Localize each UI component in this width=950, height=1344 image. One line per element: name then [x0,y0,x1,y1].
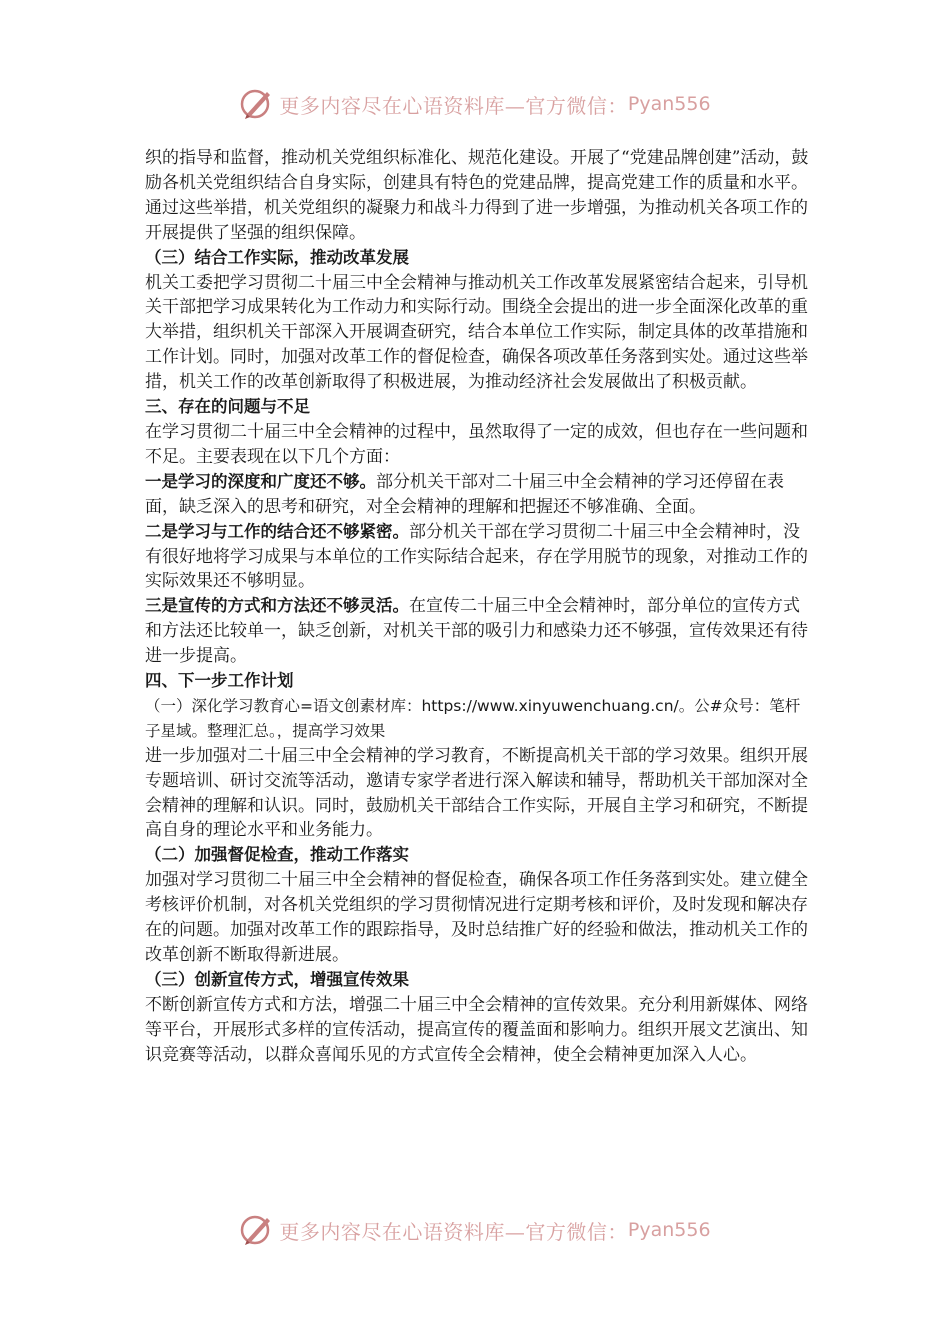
section-heading: 四、下一步工作计划 [145,671,294,691]
pen-logo-icon [239,86,275,122]
paragraph [145,520,815,595]
promo-line: （一）深化学习教育心=语文创素材库：https://www.xinyuwenchuang.cn/。公#众号：笔杆子星域。整理汇总。，提高学习效果 [145,696,801,740]
bold-lead: 二是学习与工作的结合还不够紧密。 [145,521,409,541]
paragraph [145,594,815,669]
paragraph: 织的指导和监督，推动机关党组织标准化、规范化建设。开展了“党建品牌创建”活动，鼓励各机关党组织结合自身实际，创建具有特色的党建品牌，提高党建工作的质量和水平。通过这些举措，机关党组织的凝聚力和战斗力得到了进一步增强，为推动机关各项工作的开展提供了坚强的组织保障。 [145,148,809,243]
watermark-text: 更多内容尽在心语资料库—官方微信： [279,93,628,118]
watermark-text: 更多内容尽在心语资料库—官方微信： [279,1219,628,1244]
section-heading: （三）创新宣传方式，增强宣传效果 [145,969,409,989]
paragraph: 加强对学习贯彻二十届三中全会精神的督促检查，确保各项工作任务落到实处。建立健全考核评价机制，对各机关党组织的学习贯彻情况进行定期考核和评价，及时发现和解决存在的问题。加强对改革工作的跟踪指导，及时总结推广好的经验和做法，推动机关工作的改革创新不断取得新进展。 [145,870,808,965]
document-body [145,146,815,1068]
paragraph-text: 在宣传二十届三中全会精神时，部分单位的宣传方式和方法还比较单一，缺乏创新，对机关干部的吸引力和感染力还不够强，宣传效果还有待进一步提高。 [145,596,808,667]
paragraph: 在学习贯彻二十届三中全会精神的过程中，虽然取得了一定的成效，但也存在一些问题和不足。主要表现在以下几个方面： [145,421,808,467]
header-watermark [0,84,950,124]
paragraph: 不断创新宣传方式和方法，增强二十届三中全会精神的宣传效果。充分利用新媒体、网络等平台，开展形式多样的宣传活动，提高宣传的覆盖面和影响力。组织开展文艺演出、知识竞赛等活动，以群众喜闻乐见的方式宣传全会精神，使全会精神更加深入人心。 [145,994,808,1065]
section-heading: （二）加强督促检查，推动工作落实 [145,845,409,865]
footer-watermark [0,1210,950,1250]
paragraph-text: 部分机关干部在学习贯彻二十届三中全会精神时，没有很好地将学习成果与本单位的工作实际结合起来，存在学用脱节的现象，对推动工作的实际效果还不够明显。 [145,521,808,592]
section-heading: 三、存在的问题与不足 [145,397,310,417]
bold-lead: 一是学习的深度和广度还不够。 [145,471,376,491]
watermark-code: Pyan556 [627,93,711,115]
bold-lead: 三是宣传的方式和方法还不够灵活。 [145,596,409,616]
section-heading: （三）结合工作实际，推动改革发展 [145,247,409,267]
paragraph: 机关工委把学习贯彻二十届三中全会精神与推动机关工作改革发展紧密结合起来，引导机关干部把学习成果转化为工作动力和实际行动。围绕全会提出的进一步全面深化改革的重大举措，组织机关干部深入开展调查研究，结合本单位工作实际，制定具体的改革措施和工作计划。同时，加强对改革工作的督促检查，确保各项改革任务落到实处。通过这些举措，机关工作的改革创新取得了积极进展，为推动经济社会发展做出了积极贡献。 [145,272,808,393]
watermark-code: Pyan556 [627,1219,711,1241]
pen-logo-icon [239,1212,275,1248]
paragraph: 进一步加强对二十届三中全会精神的学习教育，不断提高机关干部的学习效果。组织开展专题培训、研讨交流等活动，邀请专家学者进行深入解读和辅导，帮助机关干部加深对全会精神的理解和认识。同时，鼓励机关干部结合工作实际，开展自主学习和研究，不断提高自身的理论水平和业务能力。 [145,745,808,841]
paragraph [145,470,815,520]
paragraph-text: 部分机关干部对二十届三中全会精神的学习还停留在表面，缺乏深入的思考和研究，对全会精神的理解和把握还不够准确、全面。 [145,471,784,517]
